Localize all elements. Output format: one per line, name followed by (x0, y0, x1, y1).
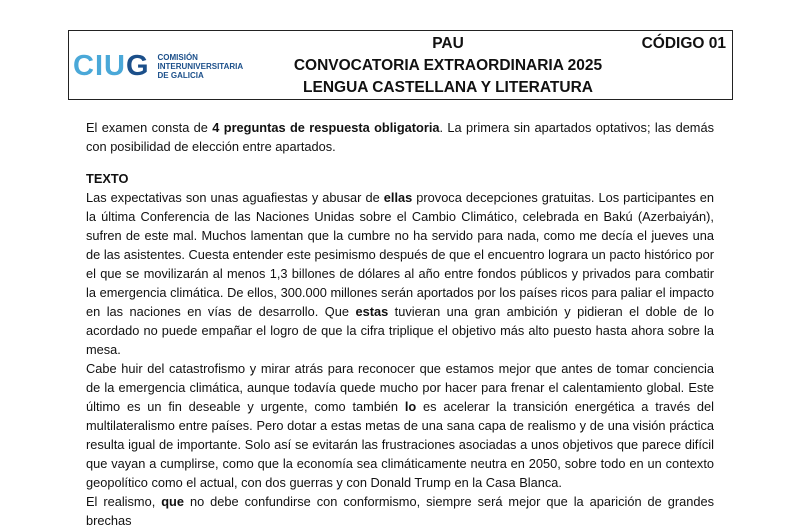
texto-paragraph-2: Cabe huir del catastrofismo y mirar atrás para reconocer que estamos mejor que antes de tomar conciencia de la emergencia climática, aunque todavía quede mucho por hacer para frenar el calentamiento global. Este último es un fin deseable y urgente, como también lo es acelerar la transición energética a través del multilateralismo entre países. Pero dotar a estas metas de una sana capa de realismo y de una visión práctica resulta igual de importante. Solo así se evitarán las frustraciones asociadas a unos objetivos que parece difícil que vayan a cumplirse, como que la economía sea climáticamente neutra en 2050, sobre todo en un contexto geopolítico como el actual, con dos guerras y con Donald Trump en la Casa Blanca. (86, 361, 714, 490)
convocatoria-title: CONVOCATORIA EXTRAORDINARIA 2025 (293, 57, 603, 74)
intro-paragraph: El examen consta de 4 preguntas de respuesta obligatoria. La primera sin apartados optativos; las demás con posibilidad de elección entre apartados. (86, 120, 714, 154)
exam-content (86, 118, 714, 530)
exam-code: CÓDIGO 01 (641, 35, 726, 52)
ciug-logo-mark: CIUG (73, 50, 150, 82)
subject-title: LENGUA CASTELLANA Y LITERATURA (303, 79, 593, 96)
texto-paragraph-1: Las expectativas son unas aguafiestas y abusar de ellas provoca decepciones gratuitas. Los participantes en la última Conferencia de las Naciones Unidas sobre el Cambio Climático, celebrada en Bakú (Azerbaiyán), sufren de este mal. Muchos lamentan que la cumbre no ha servido para nada, como me decía el jueves una de las asistentes. Cuesta entender este pesimismo después de que el encuentro lograra un pacto histórico por el que se movilizarán al menos 1,3 billones de dólares al año entre fondos públicos y privados para combatir la emergencia climática. De ellos, 300.000 millones serán aportados por los países ricos para paliar el impacto en las naciones en vías de desarrollo. Que estas tuvieran una gran ambición y pidieran el doble de lo acordado no puede empañar el logro de que la cifra triplique el objetivo más alto puesto hasta ahora sobre la mesa. (86, 190, 715, 357)
texto-heading: TEXTO (86, 171, 129, 186)
texto-paragraph-3: El realismo, que no debe confundirse con conformismo, siempre será mejor que la aparición de grandes brechas (86, 494, 714, 528)
exam-name: PAU (432, 35, 464, 52)
ciug-logo-subtitle: COMISIÓN INTERUNIVERSITARIA DE GALICIA (157, 52, 244, 80)
exam-header (68, 30, 733, 100)
